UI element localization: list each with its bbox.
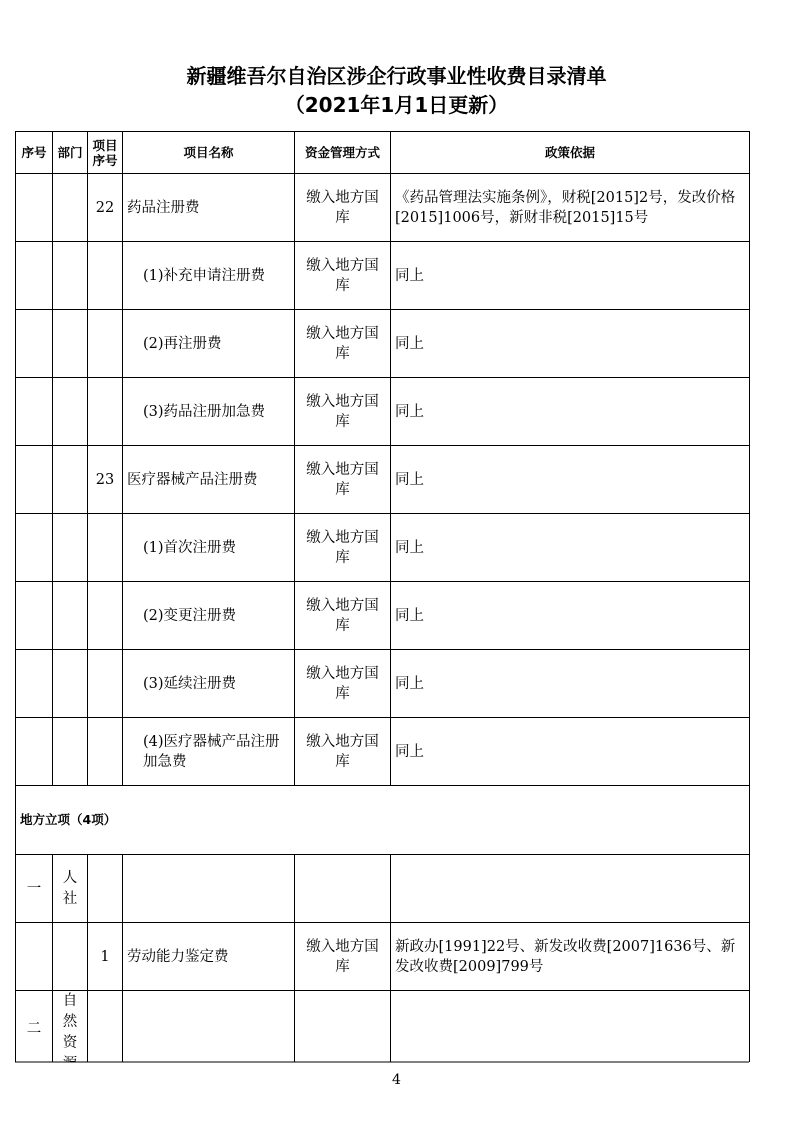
table-row (16, 310, 750, 378)
header-fund-mgmt: 资金管理方式 (295, 132, 391, 174)
cell-dept (53, 650, 88, 718)
cell-seq (16, 923, 53, 991)
header-item-name: 项目名称 (123, 132, 295, 174)
cell-dept (53, 242, 88, 310)
cell-item-seq (88, 718, 123, 786)
cell-dept (53, 174, 88, 242)
cell-item-name: (2)变更注册费 (123, 582, 295, 650)
cell-fund-mgmt: 缴入地方国库 (295, 650, 391, 718)
cell-policy: 同上 (391, 650, 750, 718)
cell-fund-mgmt: 缴入地方国库 (295, 514, 391, 582)
cell-dept (53, 582, 88, 650)
cell-item-name: 医疗器械产品注册费 (123, 446, 295, 514)
department-row (16, 855, 750, 923)
table-row (16, 174, 750, 242)
cell-item-seq (88, 242, 123, 310)
cell-seq (16, 310, 53, 378)
header-seq: 序号 (16, 132, 53, 174)
cell-policy: 同上 (391, 446, 750, 514)
header-policy: 政策依据 (391, 132, 750, 174)
cell-fund-mgmt (295, 855, 391, 923)
cell-policy: 同上 (391, 514, 750, 582)
cell-fund-mgmt: 缴入地方国库 (295, 923, 391, 991)
cell-item-name: 药品注册费 (123, 174, 295, 242)
table-row (16, 514, 750, 582)
cell-item-seq (88, 650, 123, 718)
document-title: 新疆维吾尔自治区涉企行政事业性收费目录清单 (186, 64, 607, 88)
document-subtitle: （2021年1月1日更新） (284, 93, 509, 117)
table-row (16, 378, 750, 446)
cell-seq (16, 174, 53, 242)
cell-item-name: (3)药品注册加急费 (123, 378, 295, 446)
cell-seq (16, 718, 53, 786)
page-number: 4 (392, 1072, 401, 1088)
cell-item-name: 劳动能力鉴定费 (123, 923, 295, 991)
page-bottom-margin (15, 1062, 755, 1122)
cell-fund-mgmt: 缴入地方国库 (295, 446, 391, 514)
cell-dept (53, 718, 88, 786)
cell-dept (53, 514, 88, 582)
cell-item-name (123, 855, 295, 923)
cell-item-name: (4)医疗器械产品注册加急费 (123, 718, 295, 786)
header-dept: 部门 (53, 132, 88, 174)
cell-seq (16, 446, 53, 514)
cell-policy (391, 855, 750, 923)
cell-item-seq: 23 (88, 446, 123, 514)
cell-dept: 人社 (53, 855, 88, 923)
cell-seq (16, 378, 53, 446)
cell-policy: 新政办[1991]22号、新发改收费[2007]1636号、新发改收费[2009]799号 (391, 923, 750, 991)
cell-policy: 同上 (391, 582, 750, 650)
section-row (16, 786, 750, 855)
cell-fund-mgmt: 缴入地方国库 (295, 242, 391, 310)
header-item-seq: 项目序号 (88, 132, 123, 174)
cell-dept: 自然资 (53, 991, 88, 1081)
cell-item-seq: 22 (88, 174, 123, 242)
cell-policy: 同上 (391, 242, 750, 310)
cell-seq (16, 514, 53, 582)
cell-seq (16, 242, 53, 310)
cell-policy: 同上 (391, 310, 750, 378)
cell-dept (53, 310, 88, 378)
table-row (16, 582, 750, 650)
cell-seq (16, 582, 53, 650)
section-heading: 地方立项（4项） (16, 786, 750, 855)
cell-item-seq (88, 310, 123, 378)
cell-policy: 同上 (391, 378, 750, 446)
table-row (16, 650, 750, 718)
cell-seq (16, 650, 53, 718)
table-row (16, 923, 750, 991)
cell-policy: 《药品管理法实施条例》，财税[2015]2号，发改价格[2015]1006号，新财非税[2015]15号 (391, 174, 750, 242)
cell-item-name: (3)延续注册费 (123, 650, 295, 718)
cell-item-seq (88, 855, 123, 923)
table-header-row (16, 132, 750, 174)
cell-item-name: (1)首次注册费 (123, 514, 295, 582)
table-row (16, 718, 750, 786)
cell-item-seq (88, 514, 123, 582)
cell-dept (53, 378, 88, 446)
table-row (16, 446, 750, 514)
cell-item-seq: 1 (88, 923, 123, 991)
cell-fund-mgmt: 缴入地方国库 (295, 310, 391, 378)
cell-item-seq (88, 582, 123, 650)
cell-seq: 一 (16, 855, 53, 923)
fee-table (15, 131, 750, 1081)
table-row (16, 242, 750, 310)
cell-dept (53, 923, 88, 991)
cell-fund-mgmt: 缴入地方国库 (295, 378, 391, 446)
cell-fund-mgmt: 缴入地方国库 (295, 718, 391, 786)
cell-item-name: (2)再注册费 (123, 310, 295, 378)
cell-policy: 同上 (391, 718, 750, 786)
cell-dept (53, 446, 88, 514)
cell-seq: 二 (16, 991, 53, 1081)
cell-item-seq (88, 378, 123, 446)
cell-item-name: (1)补充申请注册费 (123, 242, 295, 310)
cell-fund-mgmt: 缴入地方国库 (295, 582, 391, 650)
cell-fund-mgmt: 缴入地方国库 (295, 174, 391, 242)
table-bottom-border (15, 1061, 750, 1063)
